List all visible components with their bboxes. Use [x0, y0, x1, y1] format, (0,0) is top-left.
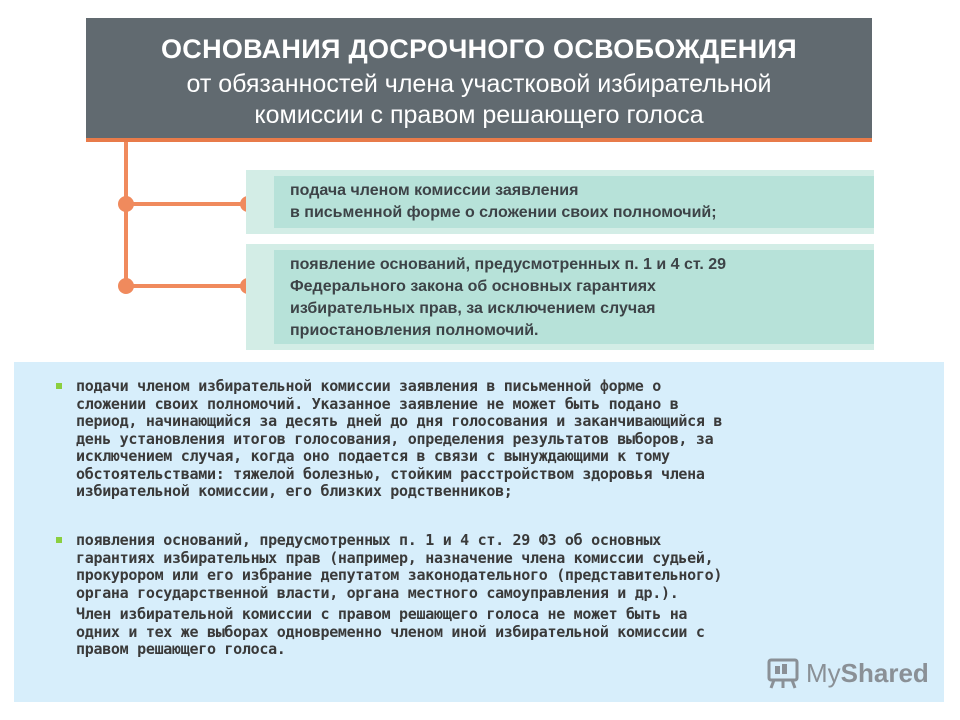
logo-prefix: My: [806, 657, 841, 688]
page-subtitle-line-1: от обязанностей члена участковой избирательной: [186, 70, 772, 98]
bullet-icon: [56, 383, 62, 389]
presentation-board-icon: [766, 656, 800, 690]
connector-branch-1: [126, 202, 248, 206]
ground-card-2-line-1: появление оснований, предусмотренных п. 1 и 4 ст. 29: [290, 256, 726, 273]
ground-card-2-line-3: избирательных прав, за исключением случая: [290, 300, 656, 317]
myshared-logo: [766, 655, 929, 691]
ground-card-1-body: [274, 176, 874, 228]
ground-card-1-line-1: подача членом комиссии заявления: [290, 182, 579, 199]
paragraph-2: появления оснований, предусмотренных п. 1 и 4 ст. 29 ФЗ об основных гарантиях избирательных прав (например, назначение члена комиссии судьей, прокурором или его избрание депутатом законодательного (представительного) органа государственной власти, органа местного самоуправления и др.).: [76, 531, 723, 602]
ground-card-1-line-2: в письменной форме о сложении своих полномочий;: [290, 204, 717, 221]
title-banner: [86, 18, 872, 142]
bullet-icon: [56, 537, 62, 543]
logo-suffix: Shared: [840, 657, 929, 688]
ground-card-1: [246, 170, 874, 234]
page-title: ОСНОВАНИЯ ДОСРОЧНОГО ОСВОБОЖДЕНИЯ: [160, 34, 797, 64]
ground-card-2-body: [274, 250, 874, 344]
ground-card-2: [246, 244, 874, 350]
paragraph-3: Член избирательной комиссии с правом решающего голоса не может быть на одних и тех же выборах одновременно членом иной избирательной комиссии с правом решающего голоса.: [76, 605, 705, 658]
connector-dot-left-2: [118, 278, 134, 294]
connector-vertical: [124, 142, 128, 286]
page-subtitle-line-2: комиссии с правом решающего голоса: [254, 101, 704, 129]
connector-branch-2: [126, 284, 248, 288]
connector-dot-left-1: [118, 196, 134, 212]
logo-wordmark: [806, 658, 929, 689]
paragraph-1: подачи членом избирательной комиссии заявления в письменной форме о сложении своих полномочий. Указанное заявление не может быть подано в период, начинающийся за десять дней до дня голосования и заканчивающийся в день установления итогов голосования, определения результатов выборов, за исключением случая, когда оно подается в связи с вынуждающими к тому обстоятельствами: тяжелой болезнью, стойким расстройством здоровья члена избирательной комиссии, его близких родственников;: [76, 377, 723, 500]
ground-card-2-line-2: Федерального закона об основных гарантиях: [290, 278, 656, 295]
ground-card-2-line-4: приостановления полномочий.: [290, 322, 539, 339]
